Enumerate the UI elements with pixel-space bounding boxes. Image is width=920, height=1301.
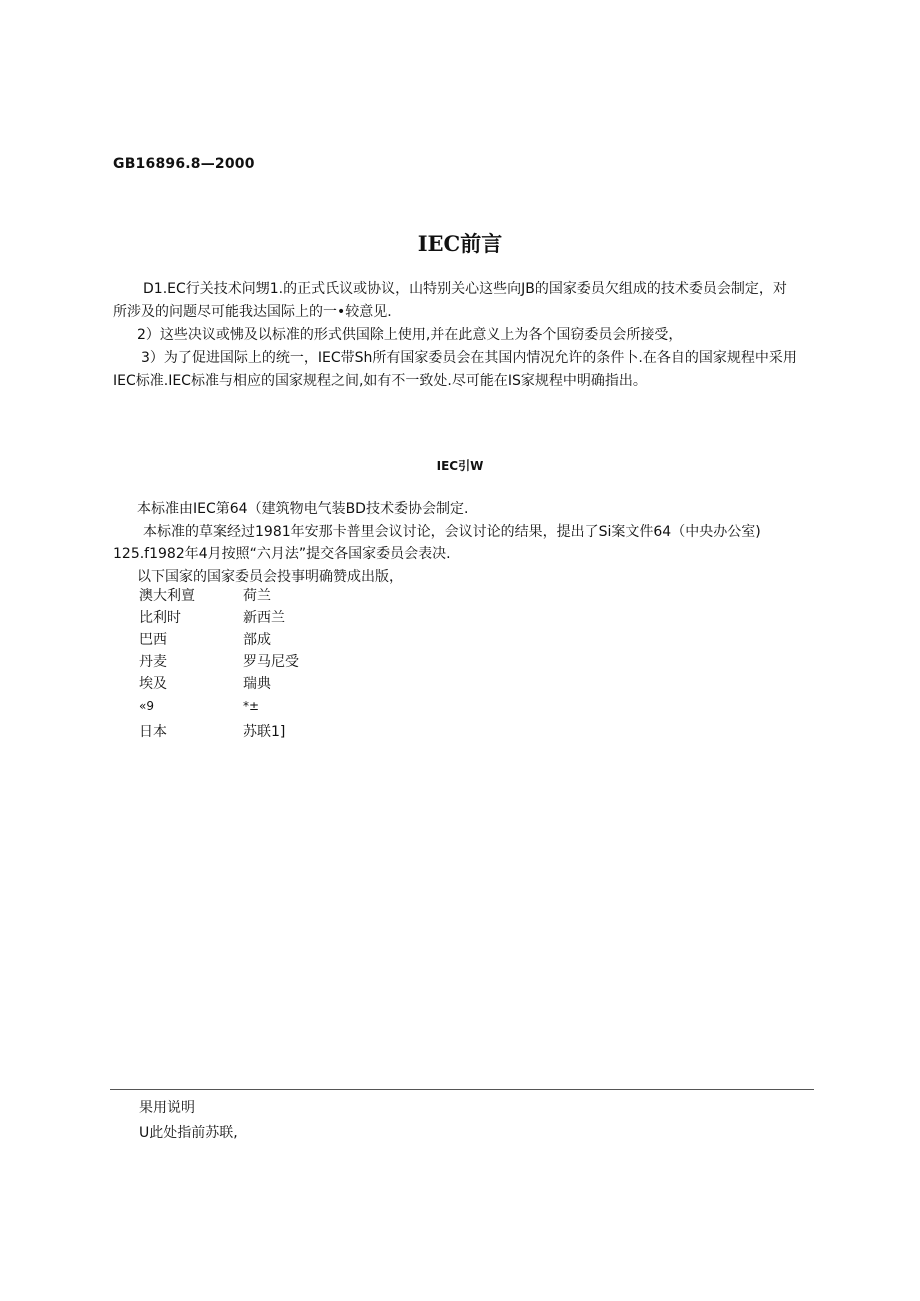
country-list-item: 部成: [243, 632, 271, 648]
intro-title: IEC引W: [436, 459, 484, 473]
preface-line-3: 2）这些决议或怫及以标准的形式供国除上使用,并在此意义上为各个国窃委员会所接受，: [137, 327, 683, 343]
country-list-item: 澳大利亶: [139, 588, 195, 604]
footnote-text: U此处指前苏联,: [139, 1125, 238, 1141]
preface-title: IEC前言: [417, 231, 503, 256]
country-list-item: 罗马尼受: [243, 654, 299, 670]
country-list-item: 荷兰: [243, 588, 271, 604]
document-code: GB16896.8—2000: [113, 156, 255, 172]
intro-line-4: 以下国家的国家委员会投事明确赞成出版，: [137, 569, 403, 585]
preface-line-1: D1.EC行关技术问甥1.的正式氏议或协议，山特别关心这些向JB的国家委员欠组成的技术委员会制定，对: [143, 281, 787, 297]
intro-line-1: 本标准由IEC第64（建筑物电气装BD技术委协会制定.: [137, 501, 469, 517]
country-list-item: *±: [243, 699, 260, 713]
country-list-item: 苏联1]: [243, 724, 286, 740]
country-list-item: 比利时: [139, 610, 181, 626]
intro-line-3: 125.f1982年4月按照“六月法”提交各国家委员会表决.: [113, 546, 451, 562]
footnote-divider: [110, 1089, 814, 1090]
country-list-item: «9: [139, 699, 154, 713]
intro-line-2: 本标准的草案经过1981年安那卡普里会议讨论，会议讨论的结果，提出了Si案文件64（中央办公室): [143, 524, 761, 540]
country-list-item: 日本: [139, 724, 167, 740]
country-list-item: 巴西: [139, 632, 167, 648]
preface-line-2: 所涉及的问题尽可能我达国际上的一•较意见.: [113, 304, 392, 320]
country-list-item: 丹麦: [139, 654, 167, 670]
country-list-item: 新西兰: [243, 610, 285, 626]
preface-line-4: 3）为了促进国际上的统一，IEC带Sh所有国家委员会在其国内情况允许的条件卜.在各自的国家规程中采用: [141, 350, 797, 366]
preface-line-5: IEC标准.IEC标准与相应的国家规程之间,如有不一致处.尽可能在IS家规程中明确指出。: [113, 373, 647, 389]
footnote-title: 果用说明: [139, 1100, 195, 1116]
country-list-item: 埃及: [139, 676, 167, 692]
country-list-item: 瑞典: [243, 676, 271, 692]
